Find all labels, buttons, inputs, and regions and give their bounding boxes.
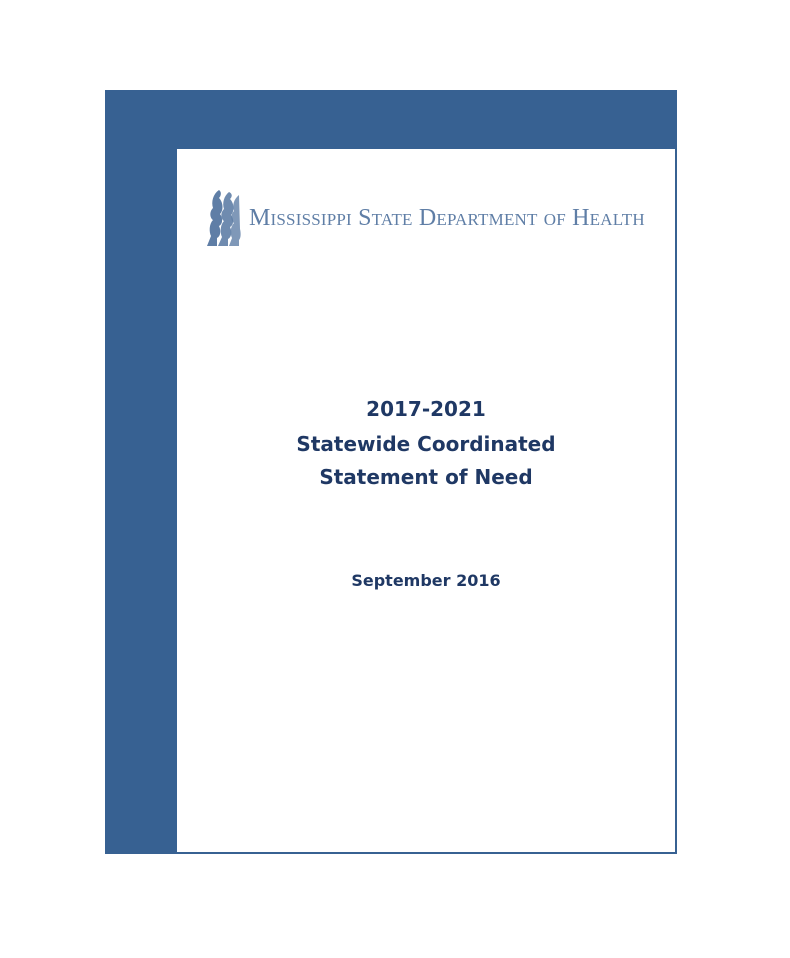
agency-logo <box>199 187 657 249</box>
report-title-line-2: Statement of Need <box>319 465 533 489</box>
cover-frame <box>105 90 677 854</box>
publication-date: September 2016 <box>351 571 501 590</box>
report-title-line-1: Statewide Coordinated <box>296 432 556 456</box>
cover-panel <box>177 149 677 854</box>
report-years: 2017-2021 <box>366 397 486 421</box>
agency-name: Mississippi State Department of Health <box>249 204 645 231</box>
profiles-logo-icon <box>199 188 241 248</box>
